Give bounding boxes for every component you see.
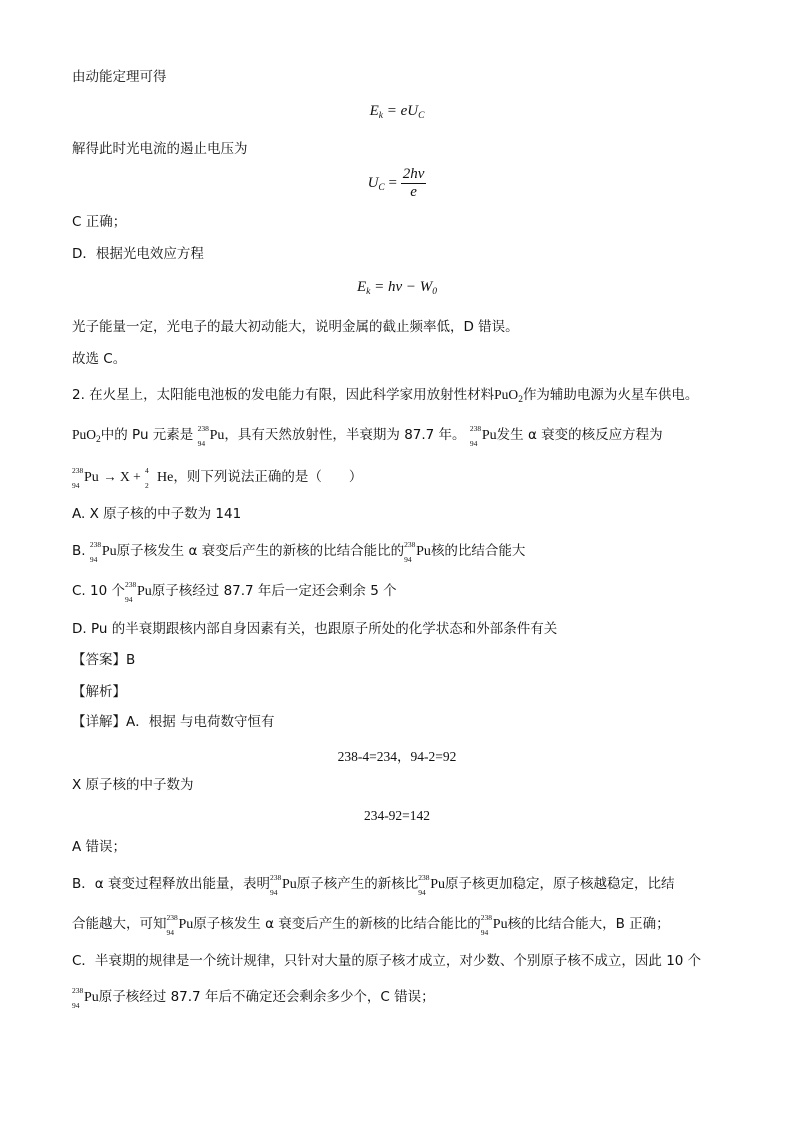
option-c: C. 10 个 238 94 Pu原子核经过 87.7 年后一定还会剩余 5 个 xyxy=(72,580,397,604)
option-a: A. X 原子核的中子数为 141 xyxy=(72,506,242,522)
pu-238-nuclide: 238 94 Pu xyxy=(89,540,117,564)
text-line: 光子能量一定，光电子的最大初动能大，说明金属的截止频率低，D 错误。 xyxy=(72,319,519,335)
text-line: D．根据光电效应方程 xyxy=(72,246,204,262)
pu-238-nuclide: 238 94 Pu xyxy=(480,913,508,937)
formula-stopping-voltage: $U_C$ = $\frac{2h\nu}{e}$ xyxy=(367,166,425,200)
pu-238-nuclide: 238 94 Pu xyxy=(124,580,152,604)
text-line: A 错误； xyxy=(72,839,127,855)
text-line: X 原子核的中子数为 xyxy=(72,777,194,793)
answer-label: 【答案】B xyxy=(72,652,136,668)
equation-conservation: 238-4=234，94-2=92 xyxy=(337,749,457,764)
pu-238-nuclide: 238 94 Pu xyxy=(72,986,99,1010)
detail-line: 【详解】A．根据 与电荷数守恒有 xyxy=(72,714,275,730)
pu-238-nuclide: 238 94 Pu xyxy=(418,873,446,897)
explanation-c-line-2: 238 94 Pu原子核经过 87.7 年后不确定还会剩余多少个，C 错误； xyxy=(72,986,435,1010)
pu-238-nuclide: 238 94 Pu xyxy=(404,540,431,564)
explanation-b-line-1: B．α 衰变过程释放出能量，表明 238 94 Pu原子核产生的新核比 238 94 Pu原子核更加稳定，原子核越稳定，比结 xyxy=(72,873,675,897)
equation-neutron: 234-92=142 xyxy=(363,808,431,823)
text-line: 由动能定理可得 xyxy=(72,69,167,85)
question-2-line-1: 2. 在火星上，太阳能电池板的发电能力有限，因此科学家用放射性材料PuO$_2$作为辅助电源为火星车供电。 xyxy=(72,387,699,405)
text-line: 解得此时光电流的遏止电压为 xyxy=(72,141,248,157)
pu-238-nuclide: 238 94 Pu xyxy=(72,466,99,490)
pu-238-nuclide: 238 94 Pu xyxy=(166,913,194,937)
text-line: C 正确； xyxy=(72,214,127,230)
explanation-b-line-2: 合能越大，可知 238 94 Pu原子核发生 α 衰变后产生的新核的比结合能比的 238 94 Pu核的比结合能大，B 正确； xyxy=(72,913,670,937)
option-d: D. Pu 的半衰期跟核内部自身因素有关，也跟原子所处的化学状态和外部条件有关 xyxy=(72,621,558,637)
analysis-label: 【解析】 xyxy=(72,684,126,700)
pu-238-nuclide: 238 94 Pu xyxy=(197,424,225,448)
formula-kinetic-energy: $E_k = eU_C$ xyxy=(369,103,425,121)
text-line: 故选 C。 xyxy=(72,351,127,367)
question-2-line-3: 238 94 Pu → X + 4 2 He，则下列说法正确的是（ ） xyxy=(72,466,363,490)
explanation-c-line-1: C．半衰期的规律是一个统计规律，只针对大量的原子核才成立，对少数、个别原子核不成立，因此 10 个 xyxy=(72,953,702,969)
pu-238-nuclide: 238 94 Pu xyxy=(469,424,497,448)
he-4-nuclide: 4 2 He xyxy=(145,466,174,490)
pu-238-nuclide: 238 94 Pu xyxy=(269,873,297,897)
formula-photoelectric: $E_k = h\nu - W_0$ xyxy=(356,279,438,297)
question-2-line-2: PuO$_2$中的 Pu 元素是 238 94 Pu，具有天然放射性，半衰期为 87.7 年。 238 94 Pu发生 α 衰变的核反应方程为 xyxy=(72,424,663,448)
option-b: B. 238 94 Pu原子核发生 α 衰变后产生的新核的比结合能比的 238 94 Pu核的比结合能大 xyxy=(72,540,526,564)
